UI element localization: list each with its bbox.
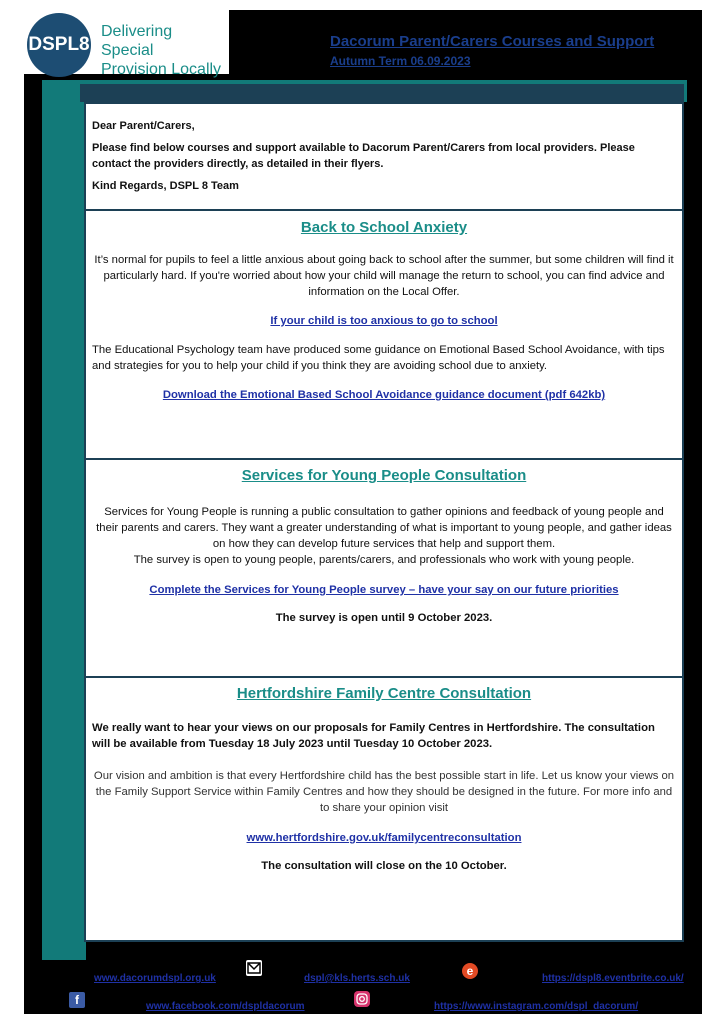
section-title: Back to School Anxiety [300, 219, 468, 236]
instagram-icon [354, 991, 370, 1007]
anxious-child-link[interactable]: If your child is too anxious to go to school [270, 315, 498, 327]
intro-section [86, 104, 682, 211]
logo-tagline [101, 22, 229, 79]
signoff: Kind Regards, DSPL 8 Team [92, 180, 239, 192]
consultation-deadline: The consultation will close on the 10 October. [261, 860, 507, 872]
logo-line-2: Provision Locally [101, 61, 222, 78]
section-family-centre [86, 678, 682, 940]
family-centre-link[interactable]: www.hertfordshire.gov.uk/familycentreconsultation [246, 832, 522, 844]
young-people-survey-link[interactable]: Complete the Services for Young People survey – have your say on our future priorities [149, 584, 619, 596]
logo-badge: DSPL8 [27, 13, 91, 77]
section-paragraph: It’s normal for pupils to feel a little anxious about going back to school after the summer, but some children will find it particularly hard. If you're worried about how your child will manage the return to school, you can find advice and information on the Local Offer. [94, 254, 674, 298]
footer [24, 955, 702, 1014]
page-subtitle: Autumn Term 06.09.2023 [330, 54, 471, 68]
section-paragraph: Our vision and ambition is that every Hertfordshire child has the best possible start in life. Let us know your views on the Family Support Service within Family Centres and how they should be designed in the future. For more info and to share your opinion visit [93, 770, 675, 814]
email-icon [246, 960, 262, 976]
section-paragraph-bold: We really want to hear your views on our proposals for Family Centres in Hertfordshire. The consultation will be available from Tuesday 18 July 2023 until Tuesday 10 October 2023. [92, 722, 655, 750]
section-title: Services for Young People Consultation [241, 467, 527, 484]
eventbrite-icon: e [462, 963, 478, 979]
teal-side-strip [42, 80, 86, 960]
greeting: Dear Parent/Carers, [92, 120, 195, 132]
facebook-link[interactable]: www.facebook.com/dspldacorum [146, 1001, 305, 1012]
instagram-link[interactable]: https://www.instagram.com/dspl_dacorum/ [434, 1001, 639, 1012]
section-back-to-school [86, 211, 682, 460]
logo-line-1: Delivering Special [101, 23, 173, 59]
survey-deadline: The survey is open until 9 October 2023. [275, 612, 493, 624]
dspl8-logo [24, 10, 229, 78]
section-title: Hertfordshire Family Centre Consultation [236, 685, 532, 702]
navy-header-bar [80, 84, 684, 102]
intro-body: Please find below courses and support available to Dacorum Parent/Carers from local providers. Please contact the providers directly, as detailed in their flyers. [92, 142, 635, 170]
section-paragraph: Services for Young People is running a public consultation to gather opinions and feedback of young people and their parents and carers. They want a greater understanding of what is important to young people, and gather ideas on how they can develop future services that help and support them. [96, 506, 672, 550]
page-title: Dacorum Parent/Carers Courses and Support [330, 33, 655, 50]
section-paragraph: The Educational Psychology team have produced some guidance on Emotional Based School Avoidance, with tips and strategies for you to help your child if you think they are avoiding school due to anxiety. [92, 344, 665, 372]
section-young-people [86, 460, 682, 678]
content-panel [84, 102, 684, 942]
email-link[interactable]: dspl@kls.herts.sch.uk [304, 973, 410, 984]
website-link[interactable]: www.dacorumdspl.org.uk [94, 973, 216, 984]
eventbrite-link[interactable]: https://dspl8.eventbrite.co.uk/ [542, 973, 684, 984]
ebsa-guidance-link[interactable]: Download the Emotional Based School Avoidance guidance document (pdf 642kb) [162, 389, 606, 401]
facebook-icon: f [69, 992, 85, 1008]
section-paragraph: The survey is open to young people, parents/carers, and professionals who work with young people. [133, 554, 635, 566]
